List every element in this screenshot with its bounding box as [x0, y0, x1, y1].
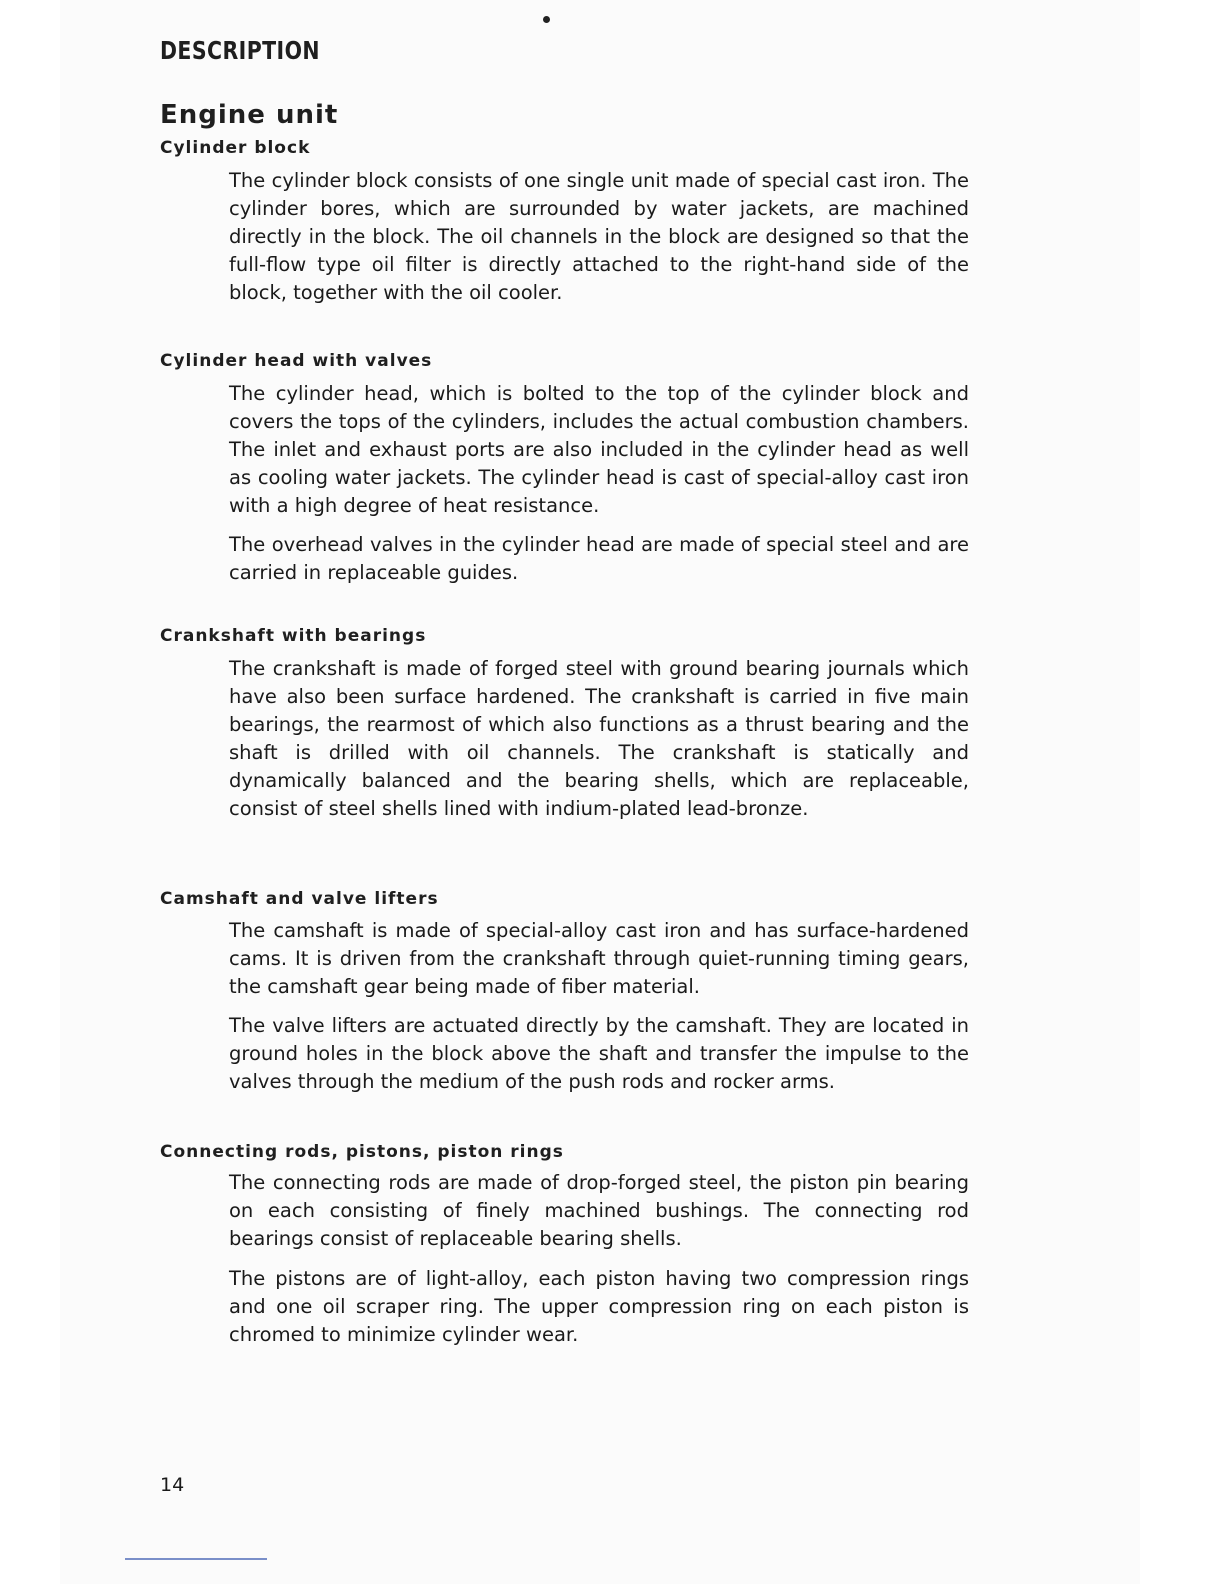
- heading-cylinder-block: Cylinder block: [160, 138, 311, 158]
- bottom-rule: [125, 1558, 267, 1560]
- heading-camshaft: Camshaft and valve lifters: [160, 889, 439, 909]
- section-title: DESCRIPTION: [160, 36, 320, 65]
- paragraph-cylinder-head-2: The overhead valves in the cylinder head are made of special steel and are carried in replaceable guides.: [229, 533, 969, 584]
- heading-cylinder-head: Cylinder head with valves: [160, 351, 433, 371]
- paragraph-connecting-rods-2: The pistons are of light-alloy, each piston having two compression rings and one oil scraper ring. The upper compression ring on each piston is chromed to minimize cylinder wear.: [229, 1267, 969, 1346]
- paragraph-crankshaft-1: The crankshaft is made of forged steel with ground bearing journals which have also been surface hardened. The crankshaft is carried in five main bearings, the rearmost of which also functions as a thrust bearing and the shaft is drilled with oil channels. The crankshaft is statically and dynamically balanced and the bearing shells, which are replaceable, consist of steel shells lined with indium-plated lead-bronze.: [229, 657, 969, 820]
- paragraph-cylinder-block-1: The cylinder block consists of one single unit made of special cast iron. The cylinder bores, which are surrounded by water jackets, are machined directly in the block. The oil channels in the block are designed so that the full-flow type oil filter is directly attached to the right-hand side of the block, together with the oil cooler.: [229, 169, 969, 304]
- paragraph-camshaft-1: The camshaft is made of special-alloy cast iron and has surface-hardened cams. It is driven from the crankshaft through quiet-running timing gears, the camshaft gear being made of fiber material.: [229, 919, 969, 998]
- page-subtitle: Engine unit: [160, 100, 339, 130]
- punch-dot: [543, 16, 550, 23]
- paragraph-connecting-rods-1: The connecting rods are made of drop-forged steel, the piston pin bearing on each consisting of finely machined bushings. The connecting rod bearings consist of replaceable bearing shells.: [229, 1171, 969, 1250]
- page-number: 14: [160, 1474, 185, 1496]
- paragraph-camshaft-2: The valve lifters are actuated directly by the camshaft. They are located in ground holes in the block above the shaft and transfer the impulse to the valves through the medium of the push rods and rocker arms.: [229, 1014, 969, 1093]
- paragraph-cylinder-head-1: The cylinder head, which is bolted to the top of the cylinder block and covers the tops of the cylinders, includes the actual combustion chambers. The inlet and exhaust ports are also included in the cylinder head as well as cooling water jackets. The cylinder head is cast of special-alloy cast iron with a high degree of heat resistance.: [229, 382, 969, 517]
- heading-connecting-rods: Connecting rods, pistons, piston rings: [160, 1142, 564, 1162]
- heading-crankshaft: Crankshaft with bearings: [160, 626, 427, 646]
